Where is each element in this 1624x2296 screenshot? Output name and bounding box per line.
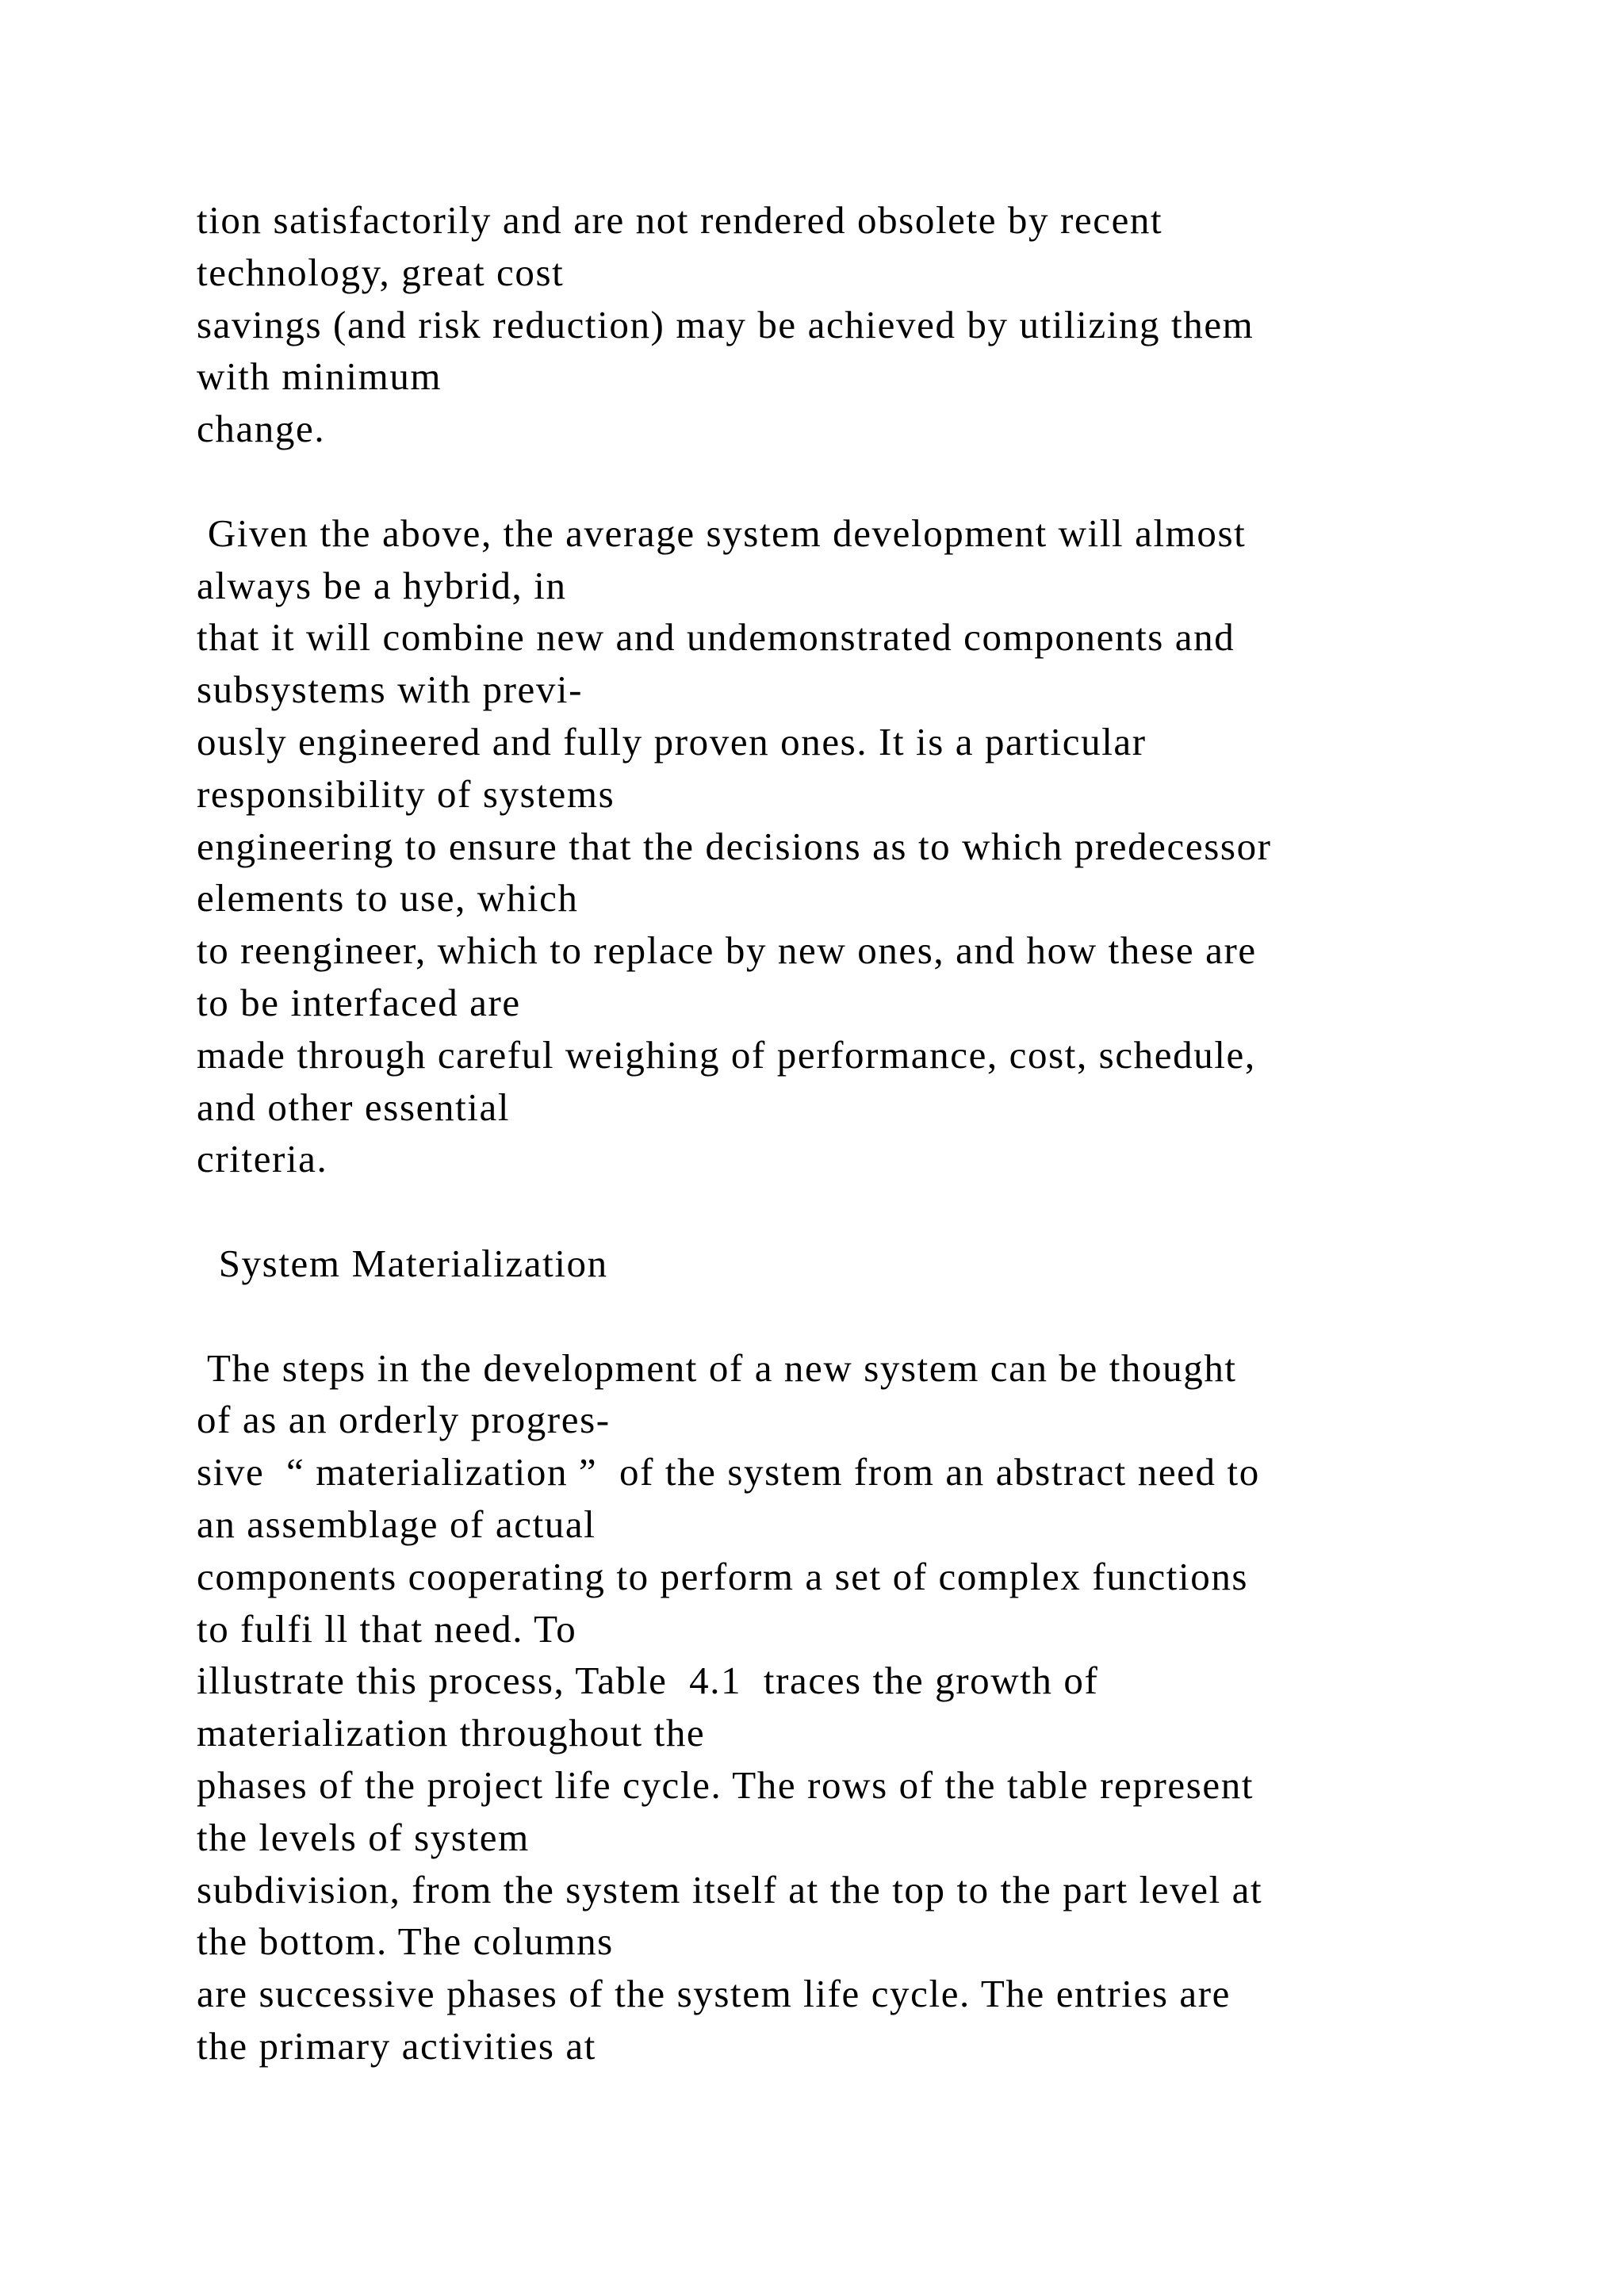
text-line: made through careful weighing of performance, cost, schedule, — [197, 1032, 1256, 1077]
paragraph-1 — [197, 194, 1545, 455]
text-line: responsibility of systems — [197, 771, 615, 816]
paragraph-spacer — [197, 1290, 1545, 1342]
text-line: illustrate this process, Table 4.1 traces the growth of — [197, 1659, 1099, 1703]
text-line: technology, great cost — [197, 250, 565, 294]
text-line: that it will combine new and undemonstrated components and — [197, 615, 1235, 660]
text-line: savings (and risk reduction) may be achieved by utilizing them — [197, 302, 1254, 346]
text-line: the bottom. The columns — [197, 1919, 614, 1964]
text-line: sive “ materialization ” of the system from an abstract need to — [197, 1450, 1260, 1494]
text-line: are successive phases of the system life cycle. The entries are — [197, 1972, 1231, 2016]
document-body — [197, 194, 1545, 2072]
text-line: Given the above, the average system development will almost — [197, 511, 1247, 555]
text-line: materialization throughout the — [197, 1711, 706, 1755]
text-line: engineering to ensure that the decisions as to which predecessor — [197, 824, 1272, 868]
text-line: The steps in the development of a new system can be thought — [197, 1345, 1237, 1390]
paragraph-spacer — [197, 1185, 1545, 1238]
text-line: with minimum — [197, 354, 442, 399]
section-heading: System Materialization — [197, 1241, 608, 1285]
text-line: to be interfaced are — [197, 980, 521, 1024]
text-line: phases of the project life cycle. The rows of the table represent — [197, 1762, 1254, 1807]
text-line: always be a hybrid, in — [197, 563, 567, 607]
text-line: subdivision, from the system itself at the top to the part level at — [197, 1867, 1263, 1911]
text-line: the primary activities at — [197, 2023, 596, 2068]
text-line: components cooperating to perform a set of complex functions — [197, 1554, 1249, 1598]
text-line: an assemblage of actual — [197, 1502, 596, 1546]
paragraph-2 — [197, 507, 1545, 1185]
text-line: of as an orderly progres- — [197, 1398, 611, 1442]
text-line: the levels of system — [197, 1815, 530, 1859]
text-line: criteria. — [197, 1137, 328, 1181]
paragraph-spacer — [197, 455, 1545, 507]
text-line: to reengineer, which to replace by new ones, and how these are — [197, 928, 1257, 973]
text-line: and other essential — [197, 1085, 511, 1129]
text-line: tion satisfactorily and are not rendered obsolete by recent — [197, 198, 1163, 242]
text-line: ously engineered and fully proven ones. It is a particular — [197, 719, 1147, 763]
paragraph-3 — [197, 1342, 1545, 2072]
text-line: to fulfi ll that need. To — [197, 1606, 577, 1651]
text-line: change. — [197, 407, 326, 451]
text-line: elements to use, which — [197, 876, 579, 920]
text-line: subsystems with previ- — [197, 668, 584, 712]
